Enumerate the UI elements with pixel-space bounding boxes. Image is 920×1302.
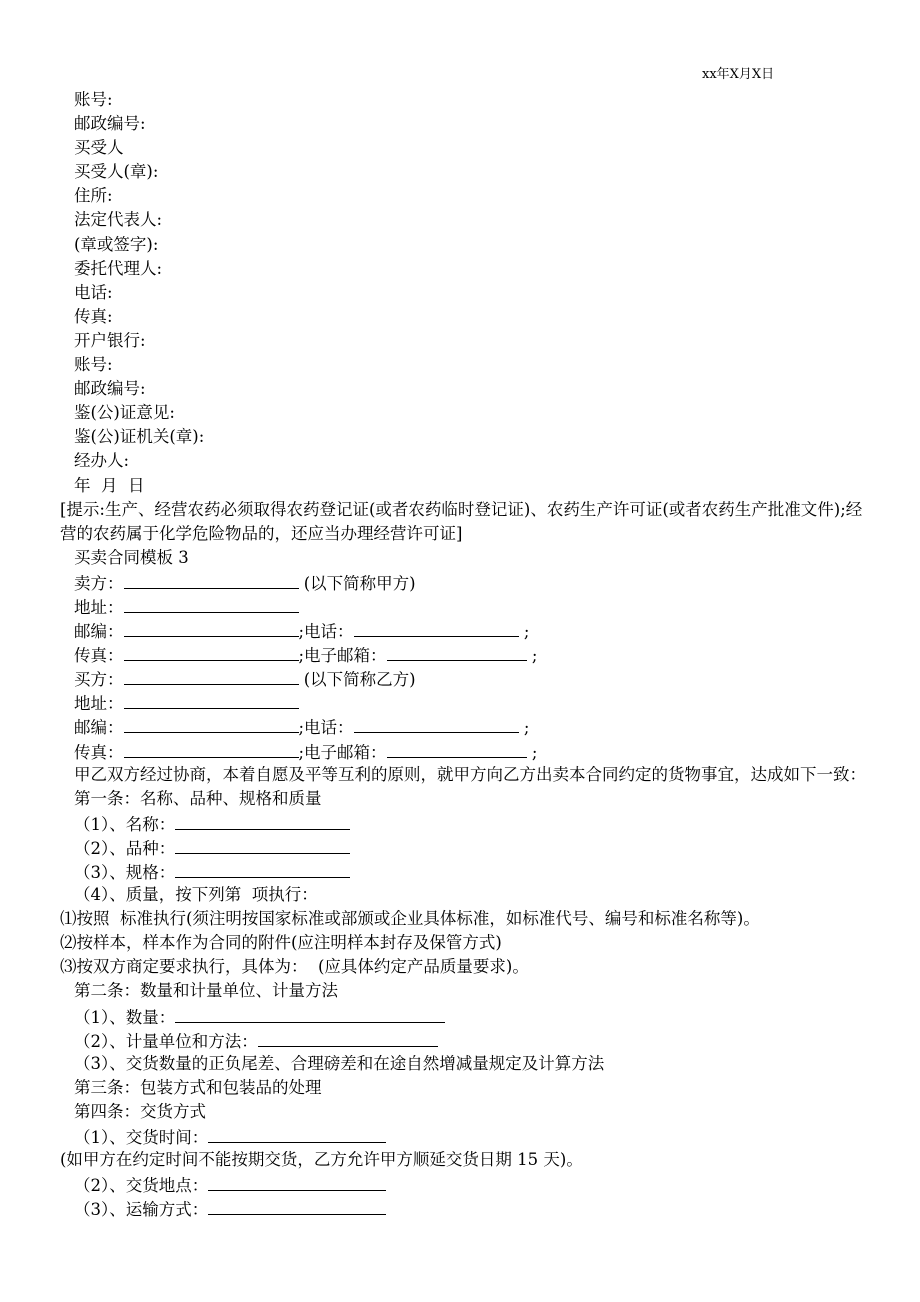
pesticide-notice: [提示:生产、经营农药必须取得农药登记证(或者农药临时登记证)、农药生产许可证(或者农药生产批准文件);经营的农药属于化学危险物品的，还应当办理经营许可证]	[60, 499, 863, 543]
preamble-text: 甲乙双方经过协商，本着自愿及平等互利的原则，就甲方向乙方出卖本合同约定的货物事宜，达成如下一致：	[74, 764, 866, 784]
variety-label: （2）、品种：	[74, 838, 176, 858]
sig-line: 鉴(公)证机关(章):	[74, 427, 205, 447]
article-3-title: 第三条：包装方式和包装品的处理	[74, 1077, 322, 1097]
buyer-fax-line	[74, 739, 874, 763]
article-1-name-line	[74, 811, 874, 835]
delivery-place-label: （2）、交货地点：	[74, 1176, 209, 1196]
article-2-unit-line	[74, 1028, 874, 1052]
quality-option-2: ⑵按样本，样本作为合同的附件(应注明样本封存及保管方式)	[60, 933, 502, 953]
buyer-end: ;	[523, 718, 530, 738]
quality-option-3: ⑶按双方商定要求执行，具体为： (应具体约定产品质量要求)。	[60, 957, 529, 977]
sig-line: 经办人:	[74, 451, 130, 471]
sig-date-line: 年 月 日	[74, 475, 145, 495]
buyer-end: ;	[531, 742, 538, 762]
article-1-title: 第一条：名称、品种、规格和质量	[74, 788, 322, 808]
seller-fax-field[interactable]	[124, 642, 299, 661]
delivery-delay-note: (如甲方在约定时间不能按期交货，乙方允许甲方顺延交货日期 15 天)。	[60, 1150, 583, 1170]
sig-line: 买受人	[74, 138, 124, 158]
seller-phone-label: ;电话：	[298, 622, 354, 642]
sig-line: 邮政编号:	[74, 379, 146, 399]
sig-line: 账号:	[74, 355, 113, 375]
seller-line	[74, 570, 874, 594]
header-date: xx年X月X日	[702, 67, 775, 82]
seller-block	[74, 570, 874, 666]
article-2-tolerance-line: （3）、交货数量的正负尾差、合理磅差和在途自然增减量规定及计算方法	[74, 1053, 605, 1073]
article-4-title: 第四条：交货方式	[74, 1101, 206, 1121]
buyer-label: 买方：	[74, 670, 124, 690]
name-field[interactable]	[175, 811, 350, 830]
article-4-time-line	[74, 1124, 874, 1148]
spec-label: （3）、规格：	[74, 863, 176, 882]
spec-field[interactable]	[175, 859, 350, 878]
article-1-quality-line: （4）、质量，按下列第 项执行：	[74, 885, 318, 905]
article-2-qty-line	[74, 1004, 874, 1028]
template-title: 买卖合同模板 3	[74, 547, 189, 567]
buyer-zip-line	[74, 714, 874, 738]
seller-zip-field[interactable]	[124, 618, 299, 637]
sig-line: 邮政编号:	[74, 114, 146, 134]
buyer-phone-label: ;电话：	[298, 718, 354, 738]
buyer-line	[74, 666, 874, 690]
unit-label: （2）、计量单位和方法：	[74, 1031, 258, 1051]
seller-label: 卖方：	[74, 573, 124, 593]
article-2-title: 第二条：数量和计量单位、计量方法	[74, 981, 338, 1001]
seller-name-field[interactable]	[124, 570, 299, 589]
qty-label: （1）、数量：	[74, 1007, 176, 1027]
sig-line: 鉴(公)证意见:	[74, 403, 175, 423]
seller-end: ;	[523, 622, 530, 642]
sig-line: 法定代表人:	[74, 210, 163, 230]
delivery-time-label: （1）、交货时间：	[74, 1128, 209, 1148]
seller-address-line	[74, 594, 874, 618]
sig-line: 开户银行:	[74, 330, 146, 350]
buyer-address-field[interactable]	[124, 690, 299, 709]
signature-block	[74, 88, 874, 498]
article-1-spec-line	[74, 859, 874, 883]
buyer-email-label: ;电子邮箱：	[298, 742, 387, 762]
buyer-zip-field[interactable]	[124, 714, 299, 733]
buyer-fax-label: 传真：	[74, 742, 124, 762]
sig-line: 住所:	[74, 186, 113, 206]
sig-line: 账号:	[74, 90, 113, 109]
transport-label: （3）、运输方式：	[74, 1200, 209, 1220]
delivery-time-field[interactable]	[208, 1124, 386, 1143]
unit-field[interactable]	[258, 1028, 438, 1047]
sig-line: 买受人(章):	[74, 162, 159, 182]
preamble-paragraph	[60, 763, 874, 787]
buyer-fax-field[interactable]	[124, 739, 299, 758]
article-4	[60, 1100, 874, 1220]
buyer-block	[74, 666, 874, 762]
quality-option-1: ⑴按照 标准执行(须注明按国家标准或部颁或企业具体标准，如标准代号、编号和标准名称等)。	[60, 909, 760, 929]
sig-line: 传真:	[74, 306, 113, 326]
qty-field[interactable]	[175, 1004, 445, 1023]
sig-line: (章或签字):	[74, 234, 159, 254]
seller-email-label: ;电子邮箱：	[298, 646, 387, 666]
variety-field[interactable]	[175, 835, 350, 854]
article-4-place-line	[74, 1172, 874, 1196]
buyer-name-field[interactable]	[124, 666, 299, 685]
seller-address-field[interactable]	[124, 594, 299, 613]
buyer-address-label: 地址：	[74, 694, 124, 714]
seller-end: ;	[531, 646, 538, 666]
article-1-variety-line	[74, 835, 874, 859]
buyer-email-field[interactable]	[387, 739, 527, 758]
buyer-address-line	[74, 690, 874, 714]
buyer-suffix: (以下简称乙方)	[303, 670, 416, 690]
seller-zip-label: 邮编：	[74, 622, 124, 642]
seller-address-label: 地址：	[74, 597, 124, 617]
sig-line: 委托代理人:	[74, 258, 163, 278]
seller-email-field[interactable]	[387, 642, 527, 661]
delivery-place-field[interactable]	[208, 1172, 386, 1191]
seller-fax-label: 传真：	[74, 646, 124, 666]
sig-line: 电话:	[74, 282, 113, 302]
name-label: （1）、名称：	[74, 814, 176, 834]
seller-fax-line	[74, 642, 874, 666]
buyer-phone-field[interactable]	[354, 714, 519, 733]
seller-zip-line	[74, 618, 874, 642]
document-body	[60, 88, 874, 1220]
transport-field[interactable]	[208, 1196, 386, 1215]
seller-suffix: (以下简称甲方)	[303, 573, 416, 593]
article-2	[74, 979, 874, 1075]
seller-phone-field[interactable]	[354, 618, 519, 637]
article-4-transport-line	[74, 1196, 874, 1220]
buyer-zip-label: 邮编：	[74, 718, 124, 738]
article-1	[60, 787, 874, 980]
